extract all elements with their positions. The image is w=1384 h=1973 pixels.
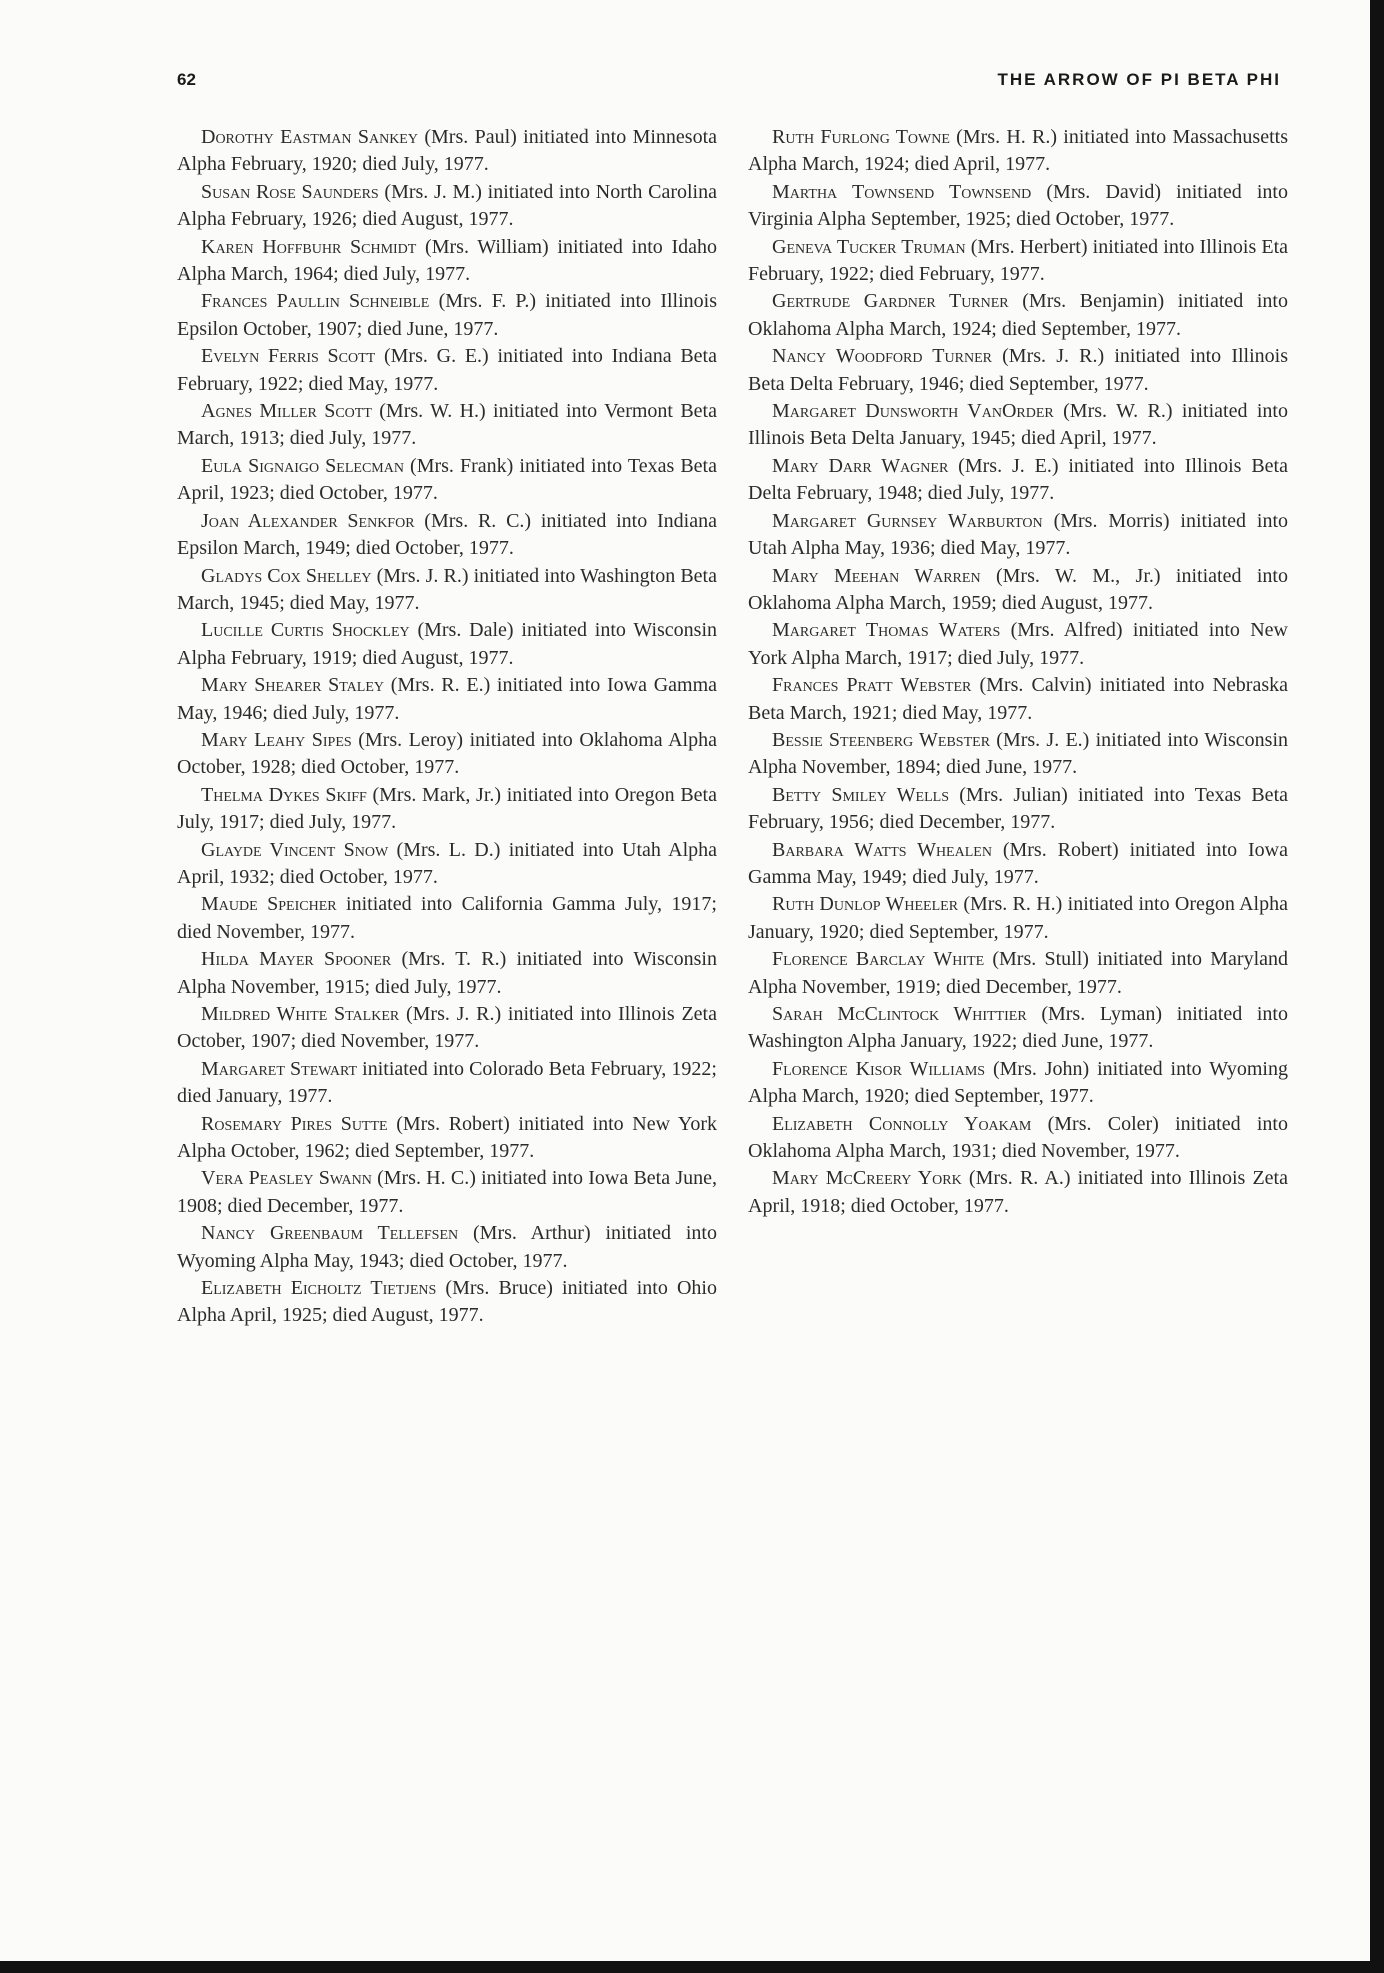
member-name: Mary Meehan Warren	[772, 564, 981, 587]
entry-details: (Mrs. William) initiated into Idaho Alpha March, 1964; died July, 1977.	[177, 235, 718, 286]
obituary-entry	[748, 1056, 1288, 1111]
obituary-entry	[177, 1056, 717, 1111]
obituary-entry	[177, 179, 717, 234]
entry-details: (Mrs. Bruce) initiated into Ohio Alpha April, 1925; died August, 1977.	[177, 1277, 717, 1327]
left-column	[177, 124, 717, 1330]
entry-details: (Mrs. J. M.) initiated into North Carolina Alpha February, 1926; died August, 1977.	[177, 180, 717, 231]
obituary-entry	[177, 398, 717, 453]
member-name: Maude Speicher	[201, 893, 337, 916]
member-name: Barbara Watts Whealen	[772, 838, 992, 861]
member-name: Elizabeth Connolly Yoakam	[772, 1112, 1032, 1135]
member-name: Hilda Mayer Spooner	[201, 948, 392, 971]
member-name: Mary Leahy Sipes	[201, 728, 352, 751]
member-name: Lucille Curtis Shockley	[201, 619, 410, 642]
member-name: Glayde Vincent Snow	[201, 838, 389, 861]
member-name: Susan Rose Saunders	[201, 180, 379, 203]
obituary-entry	[748, 179, 1288, 234]
member-name: Geneva Tucker Truman	[772, 235, 966, 258]
obituary-entry	[748, 891, 1288, 946]
member-name: Ruth Furlong Towne	[772, 126, 950, 148]
entry-details: (Mrs. Morris) initiated into Utah Alpha May, 1936; died May, 1977.	[748, 509, 1288, 560]
member-name: Thelma Dykes Skiff	[201, 783, 367, 806]
scan-edge-bottom	[0, 1961, 1384, 1973]
entry-details: (Mrs. Alfred) initiated into New York Alpha March, 1917; died July, 1977.	[748, 619, 1288, 669]
entry-details: (Mrs. Robert) initiated into New York Alpha October, 1962; died September, 1977.	[177, 1112, 717, 1163]
member-name: Evelyn Ferris Scott	[201, 345, 376, 368]
entry-details: (Mrs. Dale) initiated into Wisconsin Alpha February, 1919; died August, 1977.	[177, 619, 717, 669]
entry-details: (Mrs. Mark, Jr.) initiated into Oregon Beta July, 1917; died July, 1977.	[177, 783, 717, 834]
entry-details: (Mrs. Lyman) initiated into Washington Alpha January, 1922; died June, 1977.	[748, 1003, 1288, 1053]
entry-details: (Mrs. R. E.) initiated into Iowa Gamma May, 1946; died July, 1977.	[177, 674, 718, 724]
entry-details: (Mrs. W. H.) initiated into Vermont Beta March, 1913; died July, 1977.	[177, 400, 717, 450]
member-name: Elizabeth Eicholtz Tietjens	[201, 1277, 437, 1300]
member-name: Dorothy Eastman Sankey	[201, 126, 418, 148]
entry-details: (Mrs. Robert) initiated into Iowa Gamma May, 1949; died July, 1977.	[748, 838, 1288, 888]
obituary-entry	[177, 1111, 717, 1166]
entry-details: (Mrs. H. C.) initiated into Iowa Beta June, 1908; died December, 1977.	[177, 1167, 717, 1217]
entry-details: (Mrs. David) initiated into Virginia Alpha September, 1925; died October, 1977.	[748, 180, 1288, 231]
member-name: Nancy Woodford Turner	[772, 345, 992, 368]
obituary-entry	[748, 124, 1288, 179]
obituary-entry	[177, 672, 717, 727]
obituary-entry	[177, 124, 717, 179]
entry-details: (Mrs. T. R.) initiated into Wisconsin Alpha November, 1915; died July, 1977.	[177, 948, 717, 998]
entry-details: (Mrs. W. R.) initiated into Illinois Beta Delta January, 1945; died April, 1977.	[748, 400, 1288, 450]
obituary-entry	[177, 288, 717, 343]
entry-details: (Mrs. J. E.) initiated into Illinois Beta Delta February, 1948; died July, 1977.	[748, 454, 1288, 505]
entry-details: (Mrs. Benjamin) initiated into Oklahoma Alpha March, 1924; died September, 1977.	[748, 290, 1288, 340]
member-name: Agnes Miller Scott	[201, 400, 372, 423]
obituary-entry	[177, 1165, 717, 1220]
obituary-entry	[177, 343, 717, 398]
member-name: Betty Smiley Wells	[772, 783, 949, 806]
entry-details: (Mrs. R. A.) initiated into Illinois Zeta April, 1918; died October, 1977.	[748, 1167, 1288, 1217]
member-name: Frances Paullin Schneible	[201, 290, 430, 313]
member-name: Margaret Dunsworth VanOrder	[772, 400, 1054, 423]
obituary-entry	[748, 946, 1288, 1001]
entry-details: (Mrs. J. R.) initiated into Illinois Zeta October, 1907; died November, 1977.	[177, 1003, 717, 1053]
entry-details: initiated into California Gamma July, 1917; died November, 1977.	[177, 893, 717, 943]
entry-details: (Mrs. J. E.) initiated into Wisconsin Alpha November, 1894; died June, 1977.	[748, 728, 1289, 779]
entry-details: initiated into Colorado Beta February, 1922; died January, 1977.	[177, 1057, 717, 1108]
entry-details: (Mrs. J. R.) initiated into Illinois Beta Delta February, 1946; died September, 1977.	[748, 345, 1289, 395]
member-name: Nancy Greenbaum Tellefsen	[201, 1222, 459, 1245]
obituary-entry	[748, 672, 1288, 727]
member-name: Bessie Steenberg Webster	[772, 728, 991, 751]
member-name: Rosemary Pires Sutte	[201, 1112, 388, 1135]
entry-details: (Mrs. Calvin) initiated into Nebraska Beta March, 1921; died May, 1977.	[748, 674, 1288, 724]
obituary-entry	[748, 453, 1288, 508]
member-name: Joan Alexander Senkfor	[201, 509, 415, 532]
member-name: Mary Darr Wagner	[772, 454, 949, 477]
obituary-entry	[177, 453, 717, 508]
obituary-entry	[748, 617, 1288, 672]
member-name: Martha Townsend Townsend	[772, 180, 1032, 203]
entry-details: (Mrs. G. E.) initiated into Indiana Beta February, 1922; died May, 1977.	[177, 345, 717, 395]
member-name: Mary McCreery York	[772, 1167, 962, 1190]
obituary-entry	[748, 1165, 1288, 1220]
member-name: Gertrude Gardner Turner	[772, 290, 1009, 313]
running-title: THE ARROW OF PI BETA PHI	[997, 70, 1281, 89]
member-name: Mildred White Stalker	[201, 1003, 400, 1025]
scan-edge-right	[1370, 0, 1384, 1973]
entry-details: (Mrs. Stull) initiated into Maryland Alpha November, 1919; died December, 1977.	[748, 948, 1289, 998]
obituary-entry	[177, 617, 717, 672]
member-name: Mary Shearer Staley	[201, 674, 384, 697]
obituary-entry	[748, 1111, 1288, 1166]
obituary-entry	[748, 234, 1288, 289]
member-name: Eula Signaigo Selecman	[201, 454, 404, 477]
obituary-entry	[177, 1220, 717, 1275]
obituary-entry	[177, 508, 717, 563]
entry-details: (Mrs. R. H.) initiated into Oregon Alpha January, 1920; died September, 1977.	[748, 893, 1288, 943]
obituary-entry	[748, 563, 1288, 618]
obituary-entry	[177, 1275, 717, 1330]
obituary-entry	[177, 563, 717, 618]
entry-details: (Mrs. Arthur) initiated into Wyoming Alpha May, 1943; died October, 1977.	[177, 1222, 717, 1272]
entry-details: (Mrs. Frank) initiated into Texas Beta April, 1923; died October, 1977.	[177, 454, 717, 505]
right-column	[748, 124, 1288, 1220]
obituary-entry	[177, 1001, 717, 1056]
member-name: Margaret Gurnsey Warburton	[772, 509, 1043, 532]
member-name: Karen Hoffbuhr Schmidt	[201, 235, 417, 258]
entry-details: (Mrs. Coler) initiated into Oklahoma Alpha March, 1931; died November, 1977.	[748, 1112, 1288, 1163]
obituary-entry	[177, 891, 717, 946]
entry-details: (Mrs. W. M., Jr.) initiated into Oklahoma Alpha March, 1959; died August, 1977.	[748, 564, 1288, 614]
member-name: Florence Kisor Williams	[772, 1057, 986, 1080]
obituary-entry	[748, 837, 1288, 892]
obituary-entry	[748, 727, 1288, 782]
obituary-entry	[177, 946, 717, 1001]
page-number: 62	[177, 70, 196, 89]
entry-details: (Mrs. F. P.) initiated into Illinois Epsilon October, 1907; died June, 1977.	[177, 290, 717, 340]
obituary-entry	[748, 343, 1288, 398]
obituary-entry	[177, 837, 717, 892]
entry-details: (Mrs. R. C.) initiated into Indiana Epsilon March, 1949; died October, 1977.	[177, 509, 717, 560]
member-name: Florence Barclay White	[772, 948, 985, 971]
obituary-entry	[748, 508, 1288, 563]
member-name: Frances Pratt Webster	[772, 674, 972, 697]
entry-details: (Mrs. Herbert) initiated into Illinois Eta February, 1922; died February, 1977.	[748, 235, 1289, 286]
obituary-entry	[177, 727, 717, 782]
entry-details: (Mrs. Paul) initiated into Minnesota Alpha February, 1920; died July, 1977.	[177, 126, 717, 176]
obituary-entry	[177, 234, 717, 289]
obituary-entry	[748, 288, 1288, 343]
entry-details: (Mrs. J. R.) initiated into Washington Beta March, 1945; died May, 1977.	[177, 564, 717, 614]
obituary-entry	[177, 782, 717, 837]
obituary-entry	[748, 1001, 1288, 1056]
member-name: Margaret Stewart	[201, 1057, 358, 1080]
entry-details: (Mrs. Julian) initiated into Texas Beta February, 1956; died December, 1977.	[748, 783, 1288, 834]
entry-details: (Mrs. L. D.) initiated into Utah Alpha April, 1932; died October, 1977.	[177, 838, 717, 888]
obituary-entry	[748, 398, 1288, 453]
member-name: Sarah McClintock Whittier	[772, 1003, 1027, 1025]
member-name: Margaret Thomas Waters	[772, 619, 1001, 642]
entry-details: (Mrs. H. R.) initiated into Massachusetts Alpha March, 1924; died April, 1977.	[748, 126, 1288, 176]
member-name: Ruth Dunlop Wheeler	[772, 893, 959, 916]
member-name: Gladys Cox Shelley	[201, 564, 372, 587]
entry-details: (Mrs. John) initiated into Wyoming Alpha March, 1920; died September, 1977.	[748, 1057, 1288, 1108]
page-header	[177, 70, 1281, 100]
obituary-entry	[748, 782, 1288, 837]
member-name: Vera Peasley Swann	[201, 1167, 372, 1190]
entry-details: (Mrs. Leroy) initiated into Oklahoma Alpha October, 1928; died October, 1977.	[177, 728, 717, 779]
